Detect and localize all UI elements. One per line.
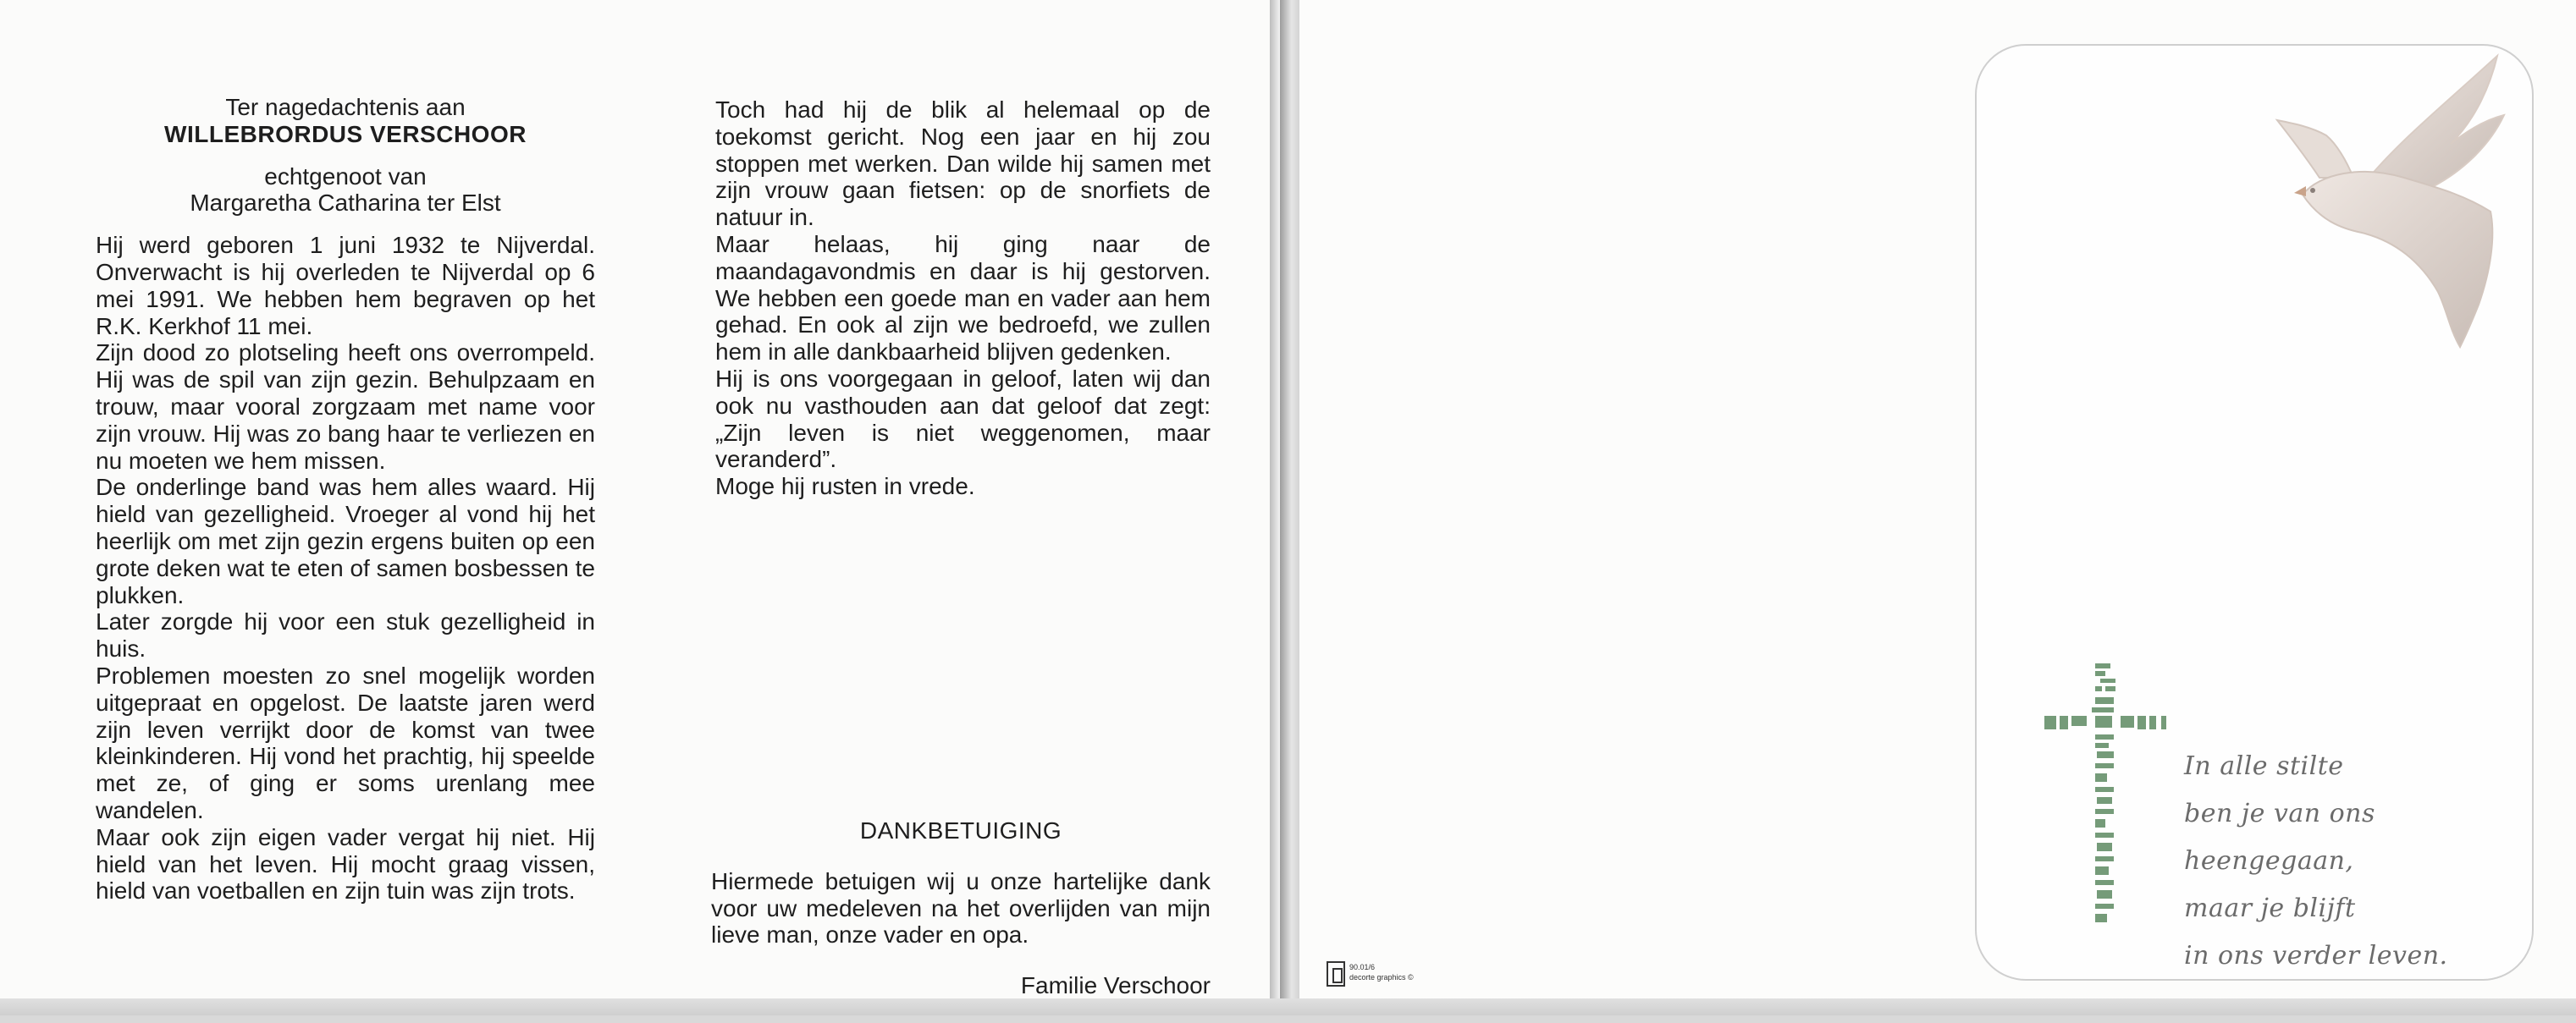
paragraph-future: Toch had hij de blik al helemaal op de toekomst gericht. Nog een jaar en hij zou stoppen met werken. Dan wilde hij samen met zijn vrouw gaan fietsen: op de snorfiets de natuur in. [715, 96, 1211, 231]
memorial-poem [2184, 743, 2540, 980]
paragraph-togetherness: De onderlinge band was hem alles waard. Hij hield van gezelligheid. Vroeger al vond hij het heerlijk om met zijn gezin ergens buiten op een grote deken wat te eten of samen bosbessen te plukken. [96, 474, 595, 608]
intro-line: Ter nagedachtenis aan [225, 94, 466, 120]
scan-bottom-edge [0, 998, 2576, 1015]
paragraph-faith: Hij is ons voorgegaan in geloof, laten wij dan ook nu vasthouden aan dat geloof dat zegt: „Zijn leven is niet weggenomen, maar veranderd”. [715, 365, 1211, 473]
poem-line-1: In alle stilte [2184, 751, 2344, 781]
fold-shadow-dark [1280, 0, 1299, 1007]
fold-shadow [1270, 0, 1280, 1007]
memorial-text-left-column [96, 94, 595, 905]
spouse-line-1: echtgenoot van [264, 162, 427, 190]
paragraph-family: Zijn dood zo plotseling heeft ons overrompeld. Hij was de spil van zijn gezin. Behulpzaam en trouw, maar vooral zorgzaam met name voor zijn vrouw. Hij was zo bang haar te verliezen en nu moeten we hem missen. [96, 339, 595, 474]
paragraph-birth-death: Hij werd geboren 1 juni 1932 te Nijverdal. Onverwacht is hij overleden te Nijverdal op 6 mei 1991. We hebben hem begraven op het R.K. Kerkhof 11 mei. [96, 232, 595, 339]
paragraph-hobbies: Maar ook zijn eigen vader vergat hij niet. Hij hield van het leven. Hij mocht graag vissen, hield van voetballen en zijn tuin was zijn trots. [96, 823, 595, 905]
memorial-text-right-column [715, 96, 1211, 500]
publisher-code: 90.01/6 [1349, 963, 1376, 971]
thanks-heading: DANKBETUIGING [859, 817, 1062, 844]
thanks-text: Hiermede betuigen wij u onze hartelijke dank voor uw medeleven na het overlijden van mijn lieve man, onze vader en opa. [711, 867, 1211, 949]
spouse-line-2: Margaretha Catharina ter Elst [190, 190, 501, 217]
family-signature: Familie Verschoor [1020, 972, 1211, 999]
poem-line-2: ben je van ons heengegaan, [2184, 799, 2375, 876]
dove-icon [2269, 51, 2523, 355]
poem-line-3: maar je blijft [2184, 894, 2356, 923]
thanks-section [711, 817, 1211, 1023]
paragraph-passing: Maar helaas, hij ging naar de maandagavondmis en daar is hij gestorven. We hebben een goede man en vader aan hem gehad. En ook al zijn we bedroefd, we zullen hem in alle dankbaarheid blijven gedenken. [715, 230, 1211, 366]
poem-line-4: in ons verder leven. [2184, 941, 2448, 971]
deceased-name: WILLEBRORDUS VERSCHOOR [164, 120, 527, 147]
publisher-brand: decorte graphics © [1349, 973, 1414, 982]
cross-icon [2044, 663, 2180, 926]
paragraph-rest-in-peace: Moge hij rusten in vrede. [715, 473, 975, 500]
publisher-logo-icon [1327, 961, 1345, 987]
publisher-mark [1327, 961, 1428, 990]
paragraph-grandchildren: Problemen moesten zo snel mogelijk worden uitgepraat en opgelost. De laatste jaren werd zijn leven verrijkt door de komst van twee kleinkinderen. Hij vond het prachtig, hij speelde met ze, of ging er soms urenlang mee wandelen. [96, 662, 595, 823]
paragraph-home: Later zorgde hij voor een stuk gezelligheid in huis. [96, 608, 595, 663]
